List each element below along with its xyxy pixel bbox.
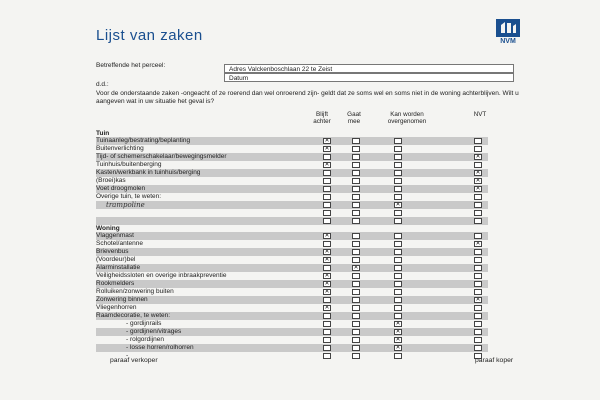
- row-label: - gordijnrails: [126, 320, 162, 327]
- gaat-mee-checkbox[interactable]: [352, 194, 360, 200]
- gaat-mee-checkbox[interactable]: [352, 313, 360, 319]
- gaat-mee-checkbox[interactable]: [352, 273, 360, 279]
- blijft-achter-checkbox[interactable]: [323, 265, 331, 271]
- blijft-achter-checkbox[interactable]: [323, 162, 331, 168]
- gaat-mee-checkbox[interactable]: [352, 321, 360, 327]
- gaat-mee-checkbox[interactable]: [352, 337, 360, 343]
- blijft-achter-checkbox[interactable]: [323, 154, 331, 160]
- row-label: (Broei)kas: [96, 177, 126, 184]
- row-label: Vlaggenmast: [96, 232, 134, 239]
- row-label: Veiligheidssloten en overige inbraakpreventie: [96, 272, 227, 279]
- overgenomen-checkbox[interactable]: [394, 178, 402, 184]
- table-row: [96, 145, 488, 153]
- nvt-checkbox[interactable]: [474, 210, 482, 216]
- table-row: [96, 288, 488, 296]
- row-label: Zonwering binnen: [96, 296, 148, 303]
- row-label: -: [126, 352, 129, 359]
- blijft-achter-checkbox[interactable]: [323, 202, 331, 208]
- row-label: trampoline: [106, 201, 145, 209]
- table-row: [96, 280, 488, 288]
- nvt-checkbox[interactable]: [474, 178, 482, 184]
- table-row: [96, 209, 488, 217]
- nvt-checkbox[interactable]: [474, 337, 482, 343]
- overgenomen-checkbox[interactable]: [394, 337, 402, 343]
- paraaf-verkoper: paraaf verkoper: [110, 357, 158, 364]
- row-label: Raamdecoratie, te weten:: [96, 312, 171, 319]
- nvt-checkbox[interactable]: [474, 289, 482, 295]
- row-label: Rookmelders: [96, 280, 135, 287]
- overgenomen-checkbox[interactable]: [394, 345, 402, 351]
- row-label: Tuinhuis/buitenberging: [96, 161, 162, 168]
- table-row: [96, 248, 488, 256]
- nvt-checkbox[interactable]: [474, 162, 482, 168]
- blijft-achter-checkbox[interactable]: [323, 233, 331, 239]
- overgenomen-checkbox[interactable]: [394, 233, 402, 239]
- gaat-mee-checkbox[interactable]: [352, 186, 360, 192]
- row-label: - gordijnen/vitrages: [126, 328, 182, 335]
- row-label: Alarminstallatie: [96, 264, 141, 271]
- gaat-mee-checkbox[interactable]: [352, 249, 360, 255]
- gaat-mee-checkbox[interactable]: [352, 146, 360, 152]
- overgenomen-checkbox[interactable]: [394, 265, 402, 271]
- overgenomen-checkbox[interactable]: [394, 162, 402, 168]
- page-title: Lijst van zaken: [96, 27, 203, 44]
- table-row: [96, 153, 488, 161]
- nvt-checkbox[interactable]: [474, 138, 482, 144]
- table-row: [96, 256, 488, 264]
- blijft-achter-checkbox[interactable]: [323, 138, 331, 144]
- col-blijft-achter: Blijft achter: [313, 111, 331, 125]
- table-row: [96, 240, 488, 248]
- row-label: - rolgordijnen: [126, 336, 164, 343]
- table-row: [96, 344, 488, 352]
- overgenomen-checkbox[interactable]: [394, 353, 402, 359]
- nvt-checkbox[interactable]: [474, 273, 482, 279]
- overgenomen-checkbox[interactable]: [394, 146, 402, 152]
- table-row: [96, 201, 488, 209]
- gaat-mee-checkbox[interactable]: [352, 305, 360, 311]
- blijft-achter-checkbox[interactable]: [323, 146, 331, 152]
- overgenomen-checkbox[interactable]: [394, 170, 402, 176]
- blijft-achter-checkbox[interactable]: [323, 313, 331, 319]
- gaat-mee-checkbox[interactable]: [352, 289, 360, 295]
- paraaf-koper: paraaf koper: [475, 357, 514, 364]
- row-label: Kasten/werkbank in tuinhuis/berging: [96, 169, 201, 176]
- nvt-checkbox[interactable]: [474, 345, 482, 351]
- blijft-achter-checkbox[interactable]: [323, 353, 331, 359]
- overgenomen-checkbox[interactable]: [394, 154, 402, 160]
- section-woning: Woning: [96, 225, 120, 232]
- table-row: [96, 137, 488, 145]
- gaat-mee-checkbox[interactable]: [352, 353, 360, 359]
- overgenomen-checkbox[interactable]: [394, 241, 402, 247]
- nvt-checkbox[interactable]: [474, 146, 482, 152]
- gaat-mee-checkbox[interactable]: [352, 210, 360, 216]
- nvt-checkbox[interactable]: [474, 241, 482, 247]
- nvt-checkbox[interactable]: [474, 154, 482, 160]
- overgenomen-checkbox[interactable]: [394, 297, 402, 303]
- table-row: [96, 320, 488, 328]
- nvt-checkbox[interactable]: [474, 249, 482, 255]
- col-kan-worden-overgenomen: Kan worden overgenomen: [387, 111, 427, 125]
- blijft-achter-checkbox[interactable]: [323, 170, 331, 176]
- table-row: [96, 296, 488, 304]
- row-label: Tuinaanleg/bestrating/beplanting: [96, 137, 191, 144]
- blijft-achter-checkbox[interactable]: [323, 241, 331, 247]
- logo-text: NVM: [500, 38, 516, 45]
- table-row: [96, 328, 488, 336]
- intro-text: Voor de onderstaande zaken -ongeacht of ze roerend dan wel onroerend zijn- geldt dat ze soms wel en soms niet in de woning achterblijven. Wilt u aangeven wat in uw situatie het geval is?: [96, 90, 519, 105]
- dd-label: d.d.:: [96, 81, 109, 88]
- row-label: Brievenbus: [96, 248, 129, 255]
- blijft-achter-checkbox[interactable]: [323, 186, 331, 192]
- nvt-checkbox[interactable]: [474, 281, 482, 287]
- date-field[interactable]: Datum: [224, 73, 514, 82]
- table-row: [96, 193, 488, 201]
- table-row: [96, 169, 488, 177]
- blijft-achter-checkbox[interactable]: [323, 337, 331, 343]
- row-label: Vliegenhorren: [96, 304, 137, 311]
- nvt-checkbox[interactable]: [474, 257, 482, 263]
- table-row: [96, 312, 488, 320]
- nvt-checkbox[interactable]: [474, 313, 482, 319]
- gaat-mee-checkbox[interactable]: [352, 233, 360, 239]
- overgenomen-checkbox[interactable]: [394, 257, 402, 263]
- overgenomen-checkbox[interactable]: [394, 249, 402, 255]
- gaat-mee-checkbox[interactable]: [352, 297, 360, 303]
- gaat-mee-checkbox[interactable]: [352, 241, 360, 247]
- blijft-achter-checkbox[interactable]: [323, 321, 331, 327]
- gaat-mee-checkbox[interactable]: [352, 138, 360, 144]
- nvt-checkbox[interactable]: [474, 194, 482, 200]
- gaat-mee-checkbox[interactable]: [352, 170, 360, 176]
- nvt-checkbox[interactable]: [474, 186, 482, 192]
- blijft-achter-checkbox[interactable]: [323, 273, 331, 279]
- overgenomen-checkbox[interactable]: [394, 202, 402, 208]
- blijft-achter-checkbox[interactable]: [323, 329, 331, 335]
- blijft-achter-checkbox[interactable]: [323, 305, 331, 311]
- gaat-mee-checkbox[interactable]: [352, 162, 360, 168]
- nvt-checkbox[interactable]: [474, 329, 482, 335]
- table-row: [96, 232, 488, 240]
- gaat-mee-checkbox[interactable]: [352, 178, 360, 184]
- gaat-mee-checkbox[interactable]: [352, 281, 360, 287]
- gaat-mee-checkbox[interactable]: [352, 218, 360, 224]
- blijft-achter-checkbox[interactable]: [323, 345, 331, 351]
- nvt-checkbox[interactable]: [474, 265, 482, 271]
- col-nvt: NVT: [473, 111, 487, 118]
- nvt-checkbox[interactable]: [474, 321, 482, 327]
- section-tuin: Tuin: [96, 130, 110, 137]
- row-label: - losse horren/rolhorren: [126, 344, 194, 351]
- row-label: (Voordeur)bel: [96, 256, 136, 263]
- overgenomen-checkbox[interactable]: [394, 194, 402, 200]
- gaat-mee-checkbox[interactable]: [352, 202, 360, 208]
- nvt-checkbox[interactable]: [474, 305, 482, 311]
- overgenomen-checkbox[interactable]: [394, 186, 402, 192]
- table-row: [96, 304, 488, 312]
- gaat-mee-checkbox[interactable]: [352, 265, 360, 271]
- blijft-achter-checkbox[interactable]: [323, 218, 331, 224]
- gaat-mee-checkbox[interactable]: [352, 154, 360, 160]
- table-row: [96, 161, 488, 169]
- gaat-mee-checkbox[interactable]: [352, 329, 360, 335]
- address-field[interactable]: Adres Valckenboschlaan 22 te Zeist: [224, 64, 514, 73]
- overgenomen-checkbox[interactable]: [394, 281, 402, 287]
- table-row: [96, 264, 488, 272]
- overgenomen-checkbox[interactable]: [394, 313, 402, 319]
- nvt-checkbox[interactable]: [474, 233, 482, 239]
- betreffende-label: Betreffende het perceel:: [96, 62, 166, 69]
- nvt-checkbox[interactable]: [474, 170, 482, 176]
- table-row: [96, 185, 488, 193]
- row-label: Rolluiken/zonwering buiten: [96, 288, 174, 295]
- overgenomen-checkbox[interactable]: [394, 210, 402, 216]
- overgenomen-checkbox[interactable]: [394, 329, 402, 335]
- gaat-mee-checkbox[interactable]: [352, 257, 360, 263]
- overgenomen-checkbox[interactable]: [394, 273, 402, 279]
- table-row: [96, 336, 488, 344]
- blijft-achter-checkbox[interactable]: [323, 289, 331, 295]
- col-gaat-mee: Gaat mee: [347, 111, 361, 125]
- overgenomen-checkbox[interactable]: [394, 218, 402, 224]
- table-row: [96, 177, 488, 185]
- overgenomen-checkbox[interactable]: [394, 289, 402, 295]
- blijft-achter-checkbox[interactable]: [323, 297, 331, 303]
- table-row: [96, 272, 488, 280]
- nvt-checkbox[interactable]: [474, 218, 482, 224]
- blijft-achter-checkbox[interactable]: [323, 249, 331, 255]
- row-label: Voet droogmolen: [96, 185, 146, 192]
- overgenomen-checkbox[interactable]: [394, 321, 402, 327]
- nvt-checkbox[interactable]: [474, 202, 482, 208]
- row-label: Buitenverlichting: [96, 145, 144, 152]
- row-label: Schotel/antenne: [96, 240, 143, 247]
- blijft-achter-checkbox[interactable]: [323, 194, 331, 200]
- table-row: [96, 217, 488, 225]
- blijft-achter-checkbox[interactable]: [323, 257, 331, 263]
- row-label: Tijd- of schemerschakelaar/bewegingsmelder: [96, 153, 227, 160]
- gaat-mee-checkbox[interactable]: [352, 345, 360, 351]
- blijft-achter-checkbox[interactable]: [323, 178, 331, 184]
- nvt-checkbox[interactable]: [474, 297, 482, 303]
- row-label: Overige tuin, te weten:: [96, 193, 162, 200]
- blijft-achter-checkbox[interactable]: [323, 281, 331, 287]
- overgenomen-checkbox[interactable]: [394, 138, 402, 144]
- blijft-achter-checkbox[interactable]: [323, 210, 331, 216]
- overgenomen-checkbox[interactable]: [394, 305, 402, 311]
